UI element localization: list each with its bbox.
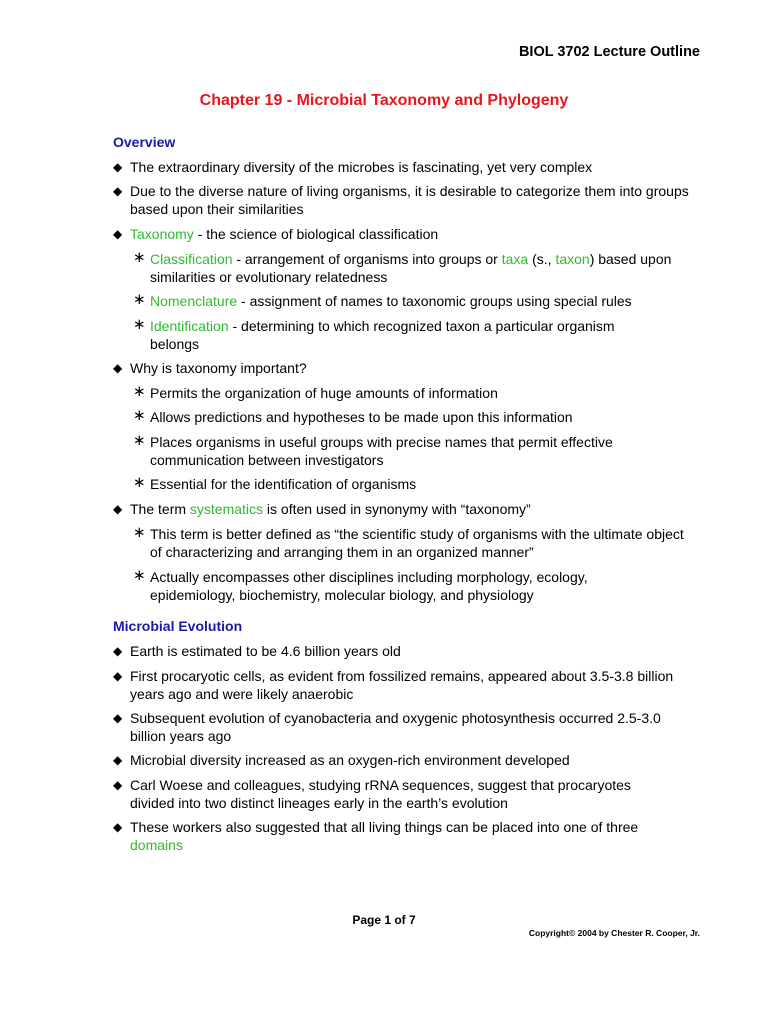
bullet-item: ◆ First procaryotic cells, as evident from fossilized remains, appeared about 3.5-3.8 billion years ago and were likely anaerobic [113, 668, 674, 702]
section-heading-microbial-evolution: Microbial Evolution [113, 618, 243, 634]
bullet-item: ◆ Carl Woese and colleagues, studying rRNA sequences, suggest that procaryotes divided into two distinct lineages early in the earth’s evolution [113, 777, 631, 811]
diamond-bullet-icon: ◆ [113, 502, 123, 516]
term-systematics: systematics [189, 501, 264, 517]
bullet-item: ◆ The term systematics is often used in synonymy with “taxonomy” [113, 501, 531, 517]
copyright-notice: Copyright© 2004 by Chester R. Cooper, Jr. [528, 928, 700, 938]
diamond-bullet-icon: ◆ [113, 711, 123, 725]
bullet-item: ◆ The extraordinary diversity of the microbes is fascinating, yet very complex [113, 159, 593, 175]
bullet-item: ◆ Why is taxonomy important? [113, 360, 307, 376]
bullet-item: ◆ These workers also suggested that all living things can be placed into one of three domains [113, 819, 639, 853]
chapter-title: Chapter 19 - Microbial Taxonomy and Phylogeny [199, 92, 569, 109]
sub-bullet-item: ∗ Identification - determining to which recognized taxon a particular organism belongs [133, 316, 615, 352]
sub-bullet-item: ∗ Places organisms in useful groups with precise names that permit effective communication between investigators [133, 432, 613, 468]
diamond-bullet-icon: ◆ [113, 361, 123, 375]
asterisk-bullet-icon: ∗ [133, 291, 146, 308]
diamond-bullet-icon: ◆ [113, 820, 123, 834]
diamond-bullet-icon: ◆ [113, 227, 123, 241]
section-heading-overview: Overview [113, 134, 176, 150]
bullet-item: ◆ Microbial diversity increased as an oxygen-rich environment developed [113, 752, 570, 768]
diamond-bullet-icon: ◆ [113, 778, 123, 792]
asterisk-bullet-icon: ∗ [133, 474, 146, 491]
diamond-bullet-icon: ◆ [113, 644, 123, 658]
diamond-bullet-icon: ◆ [113, 669, 123, 683]
asterisk-bullet-icon: ∗ [133, 383, 146, 400]
sub-bullet-item: ∗ Classification - arrangement of organisms into groups or taxa (s., taxon) based upon similarities or evolutionary relatedness [133, 249, 672, 285]
bullet-item: ◆ Taxonomy - the science of biological classification [113, 226, 439, 242]
bullet-item: ◆ Subsequent evolution of cyanobacteria and oxygenic photosynthesis occurred 2.5-3.0 billion years ago [113, 710, 661, 744]
sub-bullet-item: ∗ Actually encompasses other disciplines including morphology, ecology, epidemiology, biochemistry, molecular biology, and physiology [133, 567, 588, 603]
diamond-bullet-icon: ◆ [113, 184, 123, 198]
course-header: BIOL 3702 Lecture Outline [518, 44, 700, 60]
asterisk-bullet-icon: ∗ [133, 432, 146, 449]
asterisk-bullet-icon: ∗ [133, 316, 146, 333]
sub-bullet-item: ∗ This term is better defined as “the scientific study of organisms with the ultimate object of characterizing and arranging them in an organized manner” [133, 524, 684, 560]
term-domains: domains [130, 837, 183, 853]
asterisk-bullet-icon: ∗ [133, 524, 146, 541]
sub-bullet-item: ∗ Permits the organization of huge amounts of information [133, 383, 498, 401]
diamond-bullet-icon: ◆ [113, 160, 123, 174]
asterisk-bullet-icon: ∗ [133, 407, 146, 424]
diamond-bullet-icon: ◆ [113, 753, 123, 767]
asterisk-bullet-icon: ∗ [133, 567, 146, 584]
bullet-item: ◆ Earth is estimated to be 4.6 billion years old [113, 643, 401, 659]
bullet-item: ◆ Due to the diverse nature of living organisms, it is desirable to categorize them into groups based upon their similarities [113, 183, 689, 217]
sub-bullet-item: ∗ Nomenclature - assignment of names to taxonomic groups using special rules [133, 291, 632, 309]
asterisk-bullet-icon: ∗ [133, 249, 146, 266]
term-taxonomy: Taxonomy [130, 226, 194, 242]
sub-bullet-item: ∗ Allows predictions and hypotheses to be made upon this information [133, 407, 573, 425]
page-number: Page 1 of 7 [352, 913, 416, 927]
sub-bullet-item: ∗ Essential for the identification of organisms [133, 474, 417, 492]
